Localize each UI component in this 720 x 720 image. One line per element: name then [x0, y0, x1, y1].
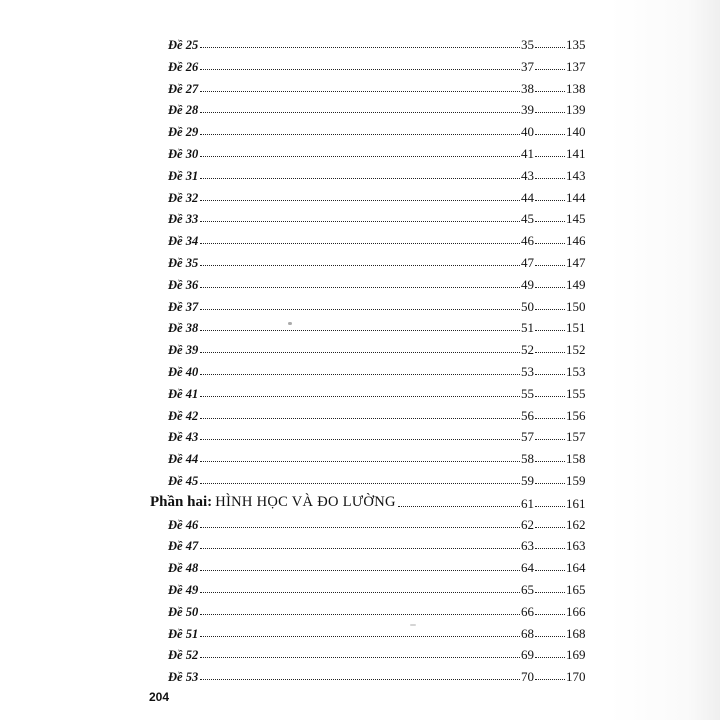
print-speck — [288, 322, 292, 325]
entry-label: Đề 25 — [168, 37, 199, 52]
dot-leader — [535, 506, 565, 507]
dot-leader — [200, 679, 520, 680]
dot-leader — [200, 614, 520, 615]
entry-label: Đề 28 — [168, 102, 199, 117]
dot-leader — [200, 548, 520, 549]
question-page-number: 41 — [521, 146, 534, 161]
entry-label: Đề 29 — [168, 124, 199, 139]
toc-entry-row — [168, 598, 592, 618]
question-page-number: 57 — [521, 429, 534, 444]
page-shadow — [610, 0, 720, 720]
entry-label: Đề 30 — [168, 146, 199, 161]
toc-entry-row — [168, 205, 592, 225]
answer-page-number: 145 — [566, 211, 586, 226]
question-page-number: 46 — [521, 233, 534, 248]
dot-leader — [200, 221, 520, 222]
toc-entry-row — [168, 358, 592, 378]
question-page-number: 40 — [521, 124, 534, 139]
section-part-label: Phần hai: — [150, 494, 213, 510]
section-title: HÌNH HỌC VÀ ĐO LƯỜNG — [215, 494, 396, 510]
dot-leader — [535, 418, 565, 419]
dot-leader — [535, 287, 565, 288]
toc-entry-row — [168, 118, 592, 138]
dot-leader — [200, 570, 520, 571]
entry-label: Đề 52 — [168, 647, 199, 662]
question-page-number: 47 — [521, 255, 534, 270]
toc-entry-row — [168, 75, 592, 95]
dot-leader — [535, 483, 565, 484]
question-page-number: 52 — [521, 342, 534, 357]
dot-leader — [535, 178, 565, 179]
dot-leader — [535, 396, 565, 397]
toc-entry-row — [168, 532, 592, 552]
answer-page-number: 155 — [566, 386, 586, 401]
answer-page-number: 144 — [566, 190, 586, 205]
answer-page-number: 149 — [566, 277, 586, 292]
answer-page-number: 135 — [566, 37, 586, 52]
answer-page-number: 165 — [566, 582, 586, 597]
entry-label: Đề 48 — [168, 560, 199, 575]
toc-entry-row — [168, 249, 592, 269]
toc-entry-row — [168, 227, 592, 247]
dot-leader — [200, 374, 520, 375]
answer-page-number: 162 — [566, 517, 586, 532]
dot-leader — [535, 592, 565, 593]
entry-label: Đề 38 — [168, 320, 199, 335]
question-page-number: 45 — [521, 211, 534, 226]
answer-page-number: 146 — [566, 233, 586, 248]
toc-entry-row — [168, 162, 592, 182]
entry-label: Đề 43 — [168, 429, 199, 444]
answer-page-number: 139 — [566, 102, 586, 117]
answer-page-number: 164 — [566, 560, 586, 575]
question-page-number: 61 — [521, 496, 534, 511]
dot-leader — [535, 91, 565, 92]
dot-leader — [535, 439, 565, 440]
entry-label: Đề 33 — [168, 211, 199, 226]
entry-label: Đề 41 — [168, 386, 199, 401]
entry-label: Đề 53 — [168, 669, 199, 684]
question-page-number: 37 — [521, 59, 534, 74]
dot-leader — [535, 330, 565, 331]
answer-page-number: 153 — [566, 364, 586, 379]
question-page-number: 59 — [521, 473, 534, 488]
answer-page-number: 161 — [566, 496, 586, 511]
toc-section-row — [150, 490, 592, 510]
entry-label: Đề 26 — [168, 59, 199, 74]
answer-page-number: 138 — [566, 81, 586, 96]
entry-label: Đề 34 — [168, 233, 199, 248]
dot-leader — [200, 178, 520, 179]
toc-entry-row — [168, 31, 592, 51]
question-page-number: 65 — [521, 582, 534, 597]
dot-leader — [535, 352, 565, 353]
question-page-number: 49 — [521, 277, 534, 292]
dot-leader — [535, 221, 565, 222]
question-page-number: 68 — [521, 626, 534, 641]
question-page-number: 69 — [521, 647, 534, 662]
question-page-number: 50 — [521, 299, 534, 314]
toc-entry-row — [168, 184, 592, 204]
dot-leader — [535, 47, 565, 48]
toc-entry-row — [168, 53, 592, 73]
dot-leader — [200, 47, 520, 48]
question-page-number: 38 — [521, 81, 534, 96]
answer-page-number: 157 — [566, 429, 586, 444]
question-page-number: 63 — [521, 538, 534, 553]
dot-leader — [398, 506, 520, 507]
entry-label: Đề 36 — [168, 277, 199, 292]
dot-leader — [200, 461, 520, 462]
entry-label: Đề 40 — [168, 364, 199, 379]
toc-entry-row — [168, 554, 592, 574]
dot-leader — [535, 243, 565, 244]
dot-leader — [200, 352, 520, 353]
dot-leader — [535, 69, 565, 70]
dot-leader — [535, 636, 565, 637]
question-page-number: 58 — [521, 451, 534, 466]
answer-page-number: 166 — [566, 604, 586, 619]
question-page-number: 51 — [521, 320, 534, 335]
toc-entry-row — [168, 576, 592, 596]
dot-leader — [535, 570, 565, 571]
answer-page-number: 170 — [566, 669, 586, 684]
answer-page-number: 143 — [566, 168, 586, 183]
toc-entry-row — [168, 511, 592, 531]
toc-entry-row — [168, 293, 592, 313]
entry-label: Đề 27 — [168, 81, 199, 96]
toc-entry-row — [168, 314, 592, 334]
answer-page-number: 169 — [566, 647, 586, 662]
dot-leader — [535, 265, 565, 266]
dot-leader — [200, 287, 520, 288]
answer-page-number: 163 — [566, 538, 586, 553]
dot-leader — [535, 548, 565, 549]
dot-leader — [535, 134, 565, 135]
print-speck — [410, 624, 416, 626]
answer-page-number: 151 — [566, 320, 586, 335]
dot-leader — [200, 156, 520, 157]
question-page-number: 64 — [521, 560, 534, 575]
dot-leader — [535, 614, 565, 615]
question-page-number: 55 — [521, 386, 534, 401]
toc-entry-row — [168, 641, 592, 661]
answer-page-number: 159 — [566, 473, 586, 488]
dot-leader — [200, 592, 520, 593]
dot-leader — [200, 69, 520, 70]
dot-leader — [200, 330, 520, 331]
dot-leader — [200, 134, 520, 135]
toc-entry-row — [168, 423, 592, 443]
dot-leader — [200, 200, 520, 201]
toc-entry-row — [168, 620, 592, 640]
question-page-number: 35 — [521, 37, 534, 52]
answer-page-number: 152 — [566, 342, 586, 357]
entry-label: Đề 51 — [168, 626, 199, 641]
question-page-number: 62 — [521, 517, 534, 532]
answer-page-number: 140 — [566, 124, 586, 139]
dot-leader — [200, 636, 520, 637]
answer-page-number: 150 — [566, 299, 586, 314]
question-page-number: 43 — [521, 168, 534, 183]
toc-entry-row — [168, 402, 592, 422]
dot-leader — [200, 527, 520, 528]
entry-label: Đề 47 — [168, 538, 199, 553]
toc-entry-row — [168, 467, 592, 487]
dot-leader — [200, 112, 520, 113]
dot-leader — [535, 657, 565, 658]
answer-page-number: 141 — [566, 146, 586, 161]
question-page-number: 39 — [521, 102, 534, 117]
entry-label: Đề 49 — [168, 582, 199, 597]
section-heading — [150, 495, 398, 510]
entry-label: Đề 37 — [168, 299, 199, 314]
entry-label: Đề 31 — [168, 168, 199, 183]
dot-leader — [535, 309, 565, 310]
dot-leader — [200, 265, 520, 266]
dot-leader — [535, 374, 565, 375]
toc-entry-row — [168, 445, 592, 465]
dot-leader — [200, 396, 520, 397]
entry-label: Đề 46 — [168, 517, 199, 532]
answer-page-number: 156 — [566, 408, 586, 423]
dot-leader — [200, 418, 520, 419]
dot-leader — [535, 112, 565, 113]
answer-page-number: 137 — [566, 59, 586, 74]
entry-label: Đề 32 — [168, 190, 199, 205]
dot-leader — [200, 439, 520, 440]
entry-label: Đề 50 — [168, 604, 199, 619]
answer-page-number: 168 — [566, 626, 586, 641]
entry-label: Đề 45 — [168, 473, 199, 488]
dot-leader — [535, 200, 565, 201]
toc-entry-row — [168, 140, 592, 160]
dot-leader — [200, 657, 520, 658]
entry-label: Đề 42 — [168, 408, 199, 423]
dot-leader — [200, 483, 520, 484]
toc-entry-row — [168, 336, 592, 356]
answer-page-number: 158 — [566, 451, 586, 466]
dot-leader — [535, 461, 565, 462]
answer-page-number: 147 — [566, 255, 586, 270]
question-page-number: 53 — [521, 364, 534, 379]
question-page-number: 66 — [521, 604, 534, 619]
entry-label: Đề 39 — [168, 342, 199, 357]
dot-leader — [535, 527, 565, 528]
dot-leader — [200, 243, 520, 244]
entry-label: Đề 35 — [168, 255, 199, 270]
question-page-number: 56 — [521, 408, 534, 423]
entry-label: Đề 44 — [168, 451, 199, 466]
dot-leader — [200, 91, 520, 92]
toc-entry-row — [168, 663, 592, 683]
dot-leader — [200, 309, 520, 310]
dot-leader — [535, 679, 565, 680]
toc-entry-row — [168, 96, 592, 116]
toc-entry-row — [168, 271, 592, 291]
question-page-number: 70 — [521, 669, 534, 684]
dot-leader — [535, 156, 565, 157]
page-number: 204 — [149, 690, 170, 704]
toc-entry-row — [168, 380, 592, 400]
question-page-number: 44 — [521, 190, 534, 205]
